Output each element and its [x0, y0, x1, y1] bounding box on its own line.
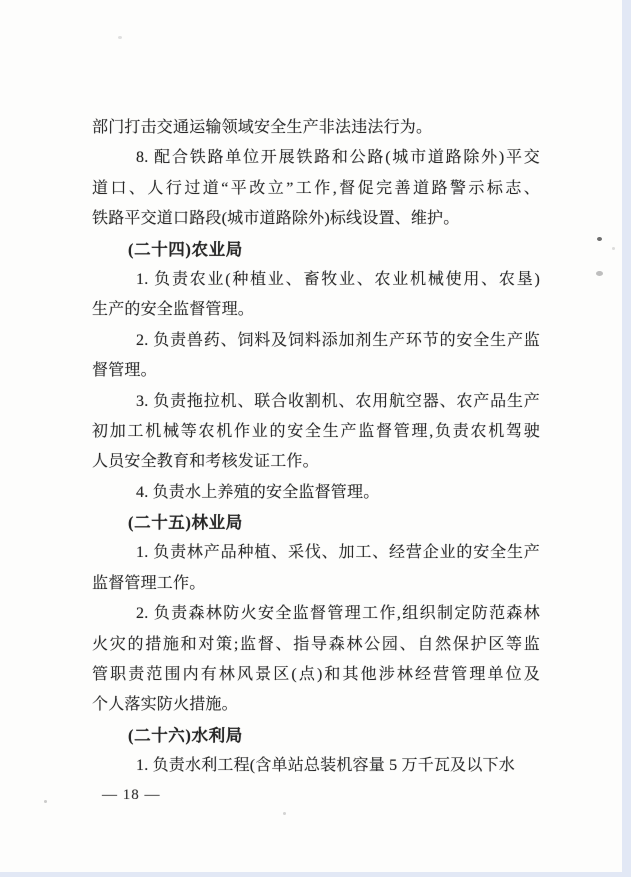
scan-speck — [118, 36, 122, 39]
section-heading: (二十四)农业局 — [128, 239, 243, 259]
scan-speck — [612, 247, 615, 250]
text-line: 铁路平交道口路段(城市道路除外)标线设置、维护。 — [92, 210, 460, 228]
text-line: 1. 负责农业(种植业、畜牧业、农业机械使用、农垦) — [136, 270, 540, 288]
scan-speck — [44, 800, 47, 803]
text-line: 个人落实防火措施。 — [92, 696, 238, 714]
section-heading: (二十六)水利局 — [128, 725, 243, 745]
text-line: 管职责范围内有林风景区(点)和其他涉林经营管理单位及 — [92, 666, 540, 684]
text-line: 初加工机械等农机作业的安全生产监督管理,负责农机驾驶 — [92, 422, 540, 440]
text-line: 监督管理工作。 — [92, 574, 206, 592]
section-heading: (二十五)林业局 — [128, 513, 243, 533]
scan-edge-bottom — [0, 872, 631, 877]
text-line: 督管理。 — [92, 362, 157, 380]
scan-speck — [597, 237, 602, 241]
text-line: 1. 负责水利工程(含单站总装机容量 5 万千瓦及以下水 — [136, 757, 515, 775]
text-line: 4. 负责水上养殖的安全监督管理。 — [136, 483, 380, 501]
scan-speck — [596, 271, 603, 276]
text-line: 1. 负责林产品种植、采伐、加工、经营企业的安全生产 — [136, 544, 540, 562]
text-line: 火灾的措施和对策;监督、指导森林公园、自然保护区等监 — [92, 635, 540, 653]
text-line: 道口、人行过道“平改立”工作,督促完善道路警示标志、 — [92, 179, 540, 197]
text-line: 2. 负责森林防火安全监督管理工作,组织制定防范森林 — [136, 605, 540, 623]
text-line: 8. 配合铁路单位开展铁路和公路(城市道路除外)平交 — [136, 149, 540, 167]
text-line: 部门打击交通运输领域安全生产非法违法行为。 — [92, 119, 433, 136]
text-line: 2. 负责兽药、饲料及饲料添加剂生产环节的安全生产监 — [136, 331, 540, 349]
page-number: — 18 — — [102, 787, 161, 803]
text-line: 生产的安全监督管理。 — [92, 301, 255, 319]
scan-speck — [283, 812, 286, 815]
scan-edge-right — [622, 0, 631, 877]
text-line: 人员安全教育和考核发证工作。 — [92, 453, 319, 471]
text-line: 3. 负责拖拉机、联合收割机、农用航空器、农产品生产 — [136, 392, 540, 410]
document-body — [92, 113, 540, 782]
